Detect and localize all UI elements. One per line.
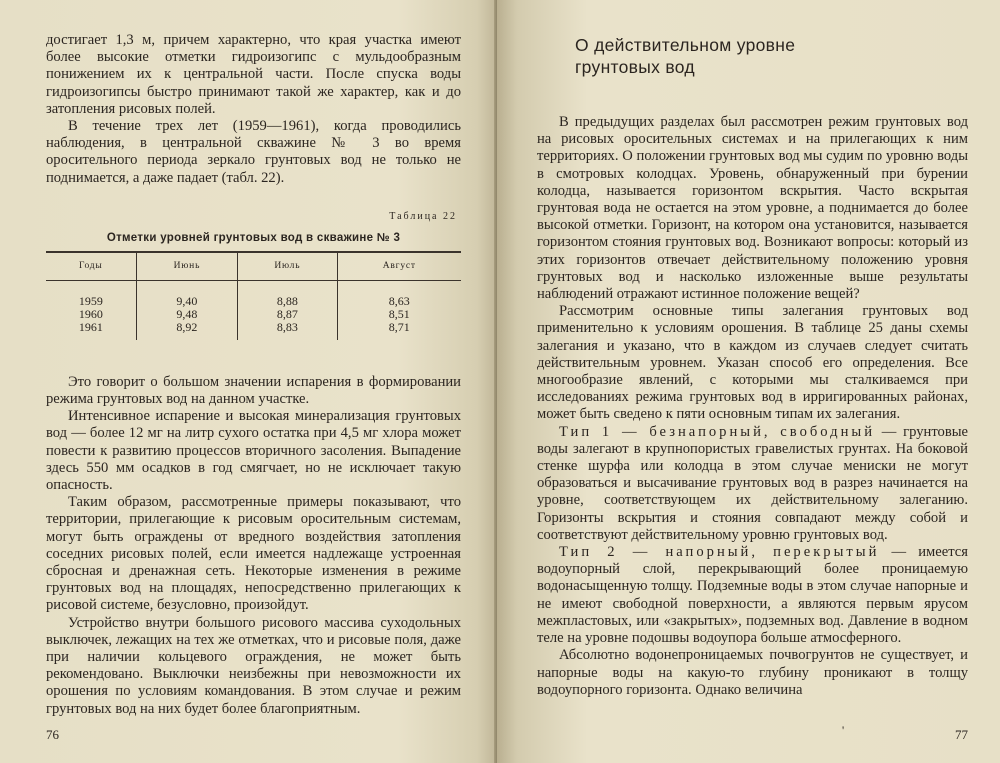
- table-header-cell: Июль: [238, 252, 337, 281]
- right-page: [497, 0, 1000, 763]
- section-heading: [575, 34, 968, 78]
- table-row: [46, 308, 461, 321]
- paragraph: Таким образом, рассмотренные примеры показывают, что территории, прилегающие к рисовым оросительным системам, могут быть ограждены от вредного воздействия затопления соседних рисовых полей, если имеется надлежаще устроенная сбросная и дренажная сеть. Некоторые изменения в режиме грунтовых вод на площадях, непосредственно прилегающих к рисовой системе, безусловно, произойдут.: [46, 494, 461, 614]
- footer-mark: ': [842, 723, 845, 737]
- table-header-cell: Август: [337, 252, 461, 281]
- left-page: [0, 0, 497, 763]
- paragraph-type-2: [537, 544, 968, 647]
- page-number: 76: [46, 727, 59, 742]
- table-cell: 8,92: [136, 321, 238, 340]
- groundwater-table: [46, 251, 461, 340]
- table-cell: 1959: [78, 293, 103, 308]
- paragraph: В предыдущих разделах был рассмотрен режим грунтовых вод на рисовых оросительных системах и на прилегающих к ним территориях. О положении грунтовых вод мы судим по уровню воды в смотровых колодцах. Уровень, обнаруженный при бурении колодца, называется горизонтом вскрытия. Часто вскрытая грунтовая вода не остается на этом уровне, а поднимается до более высокой отметки. Горизонт, на котором она установится, называется горизонтом стояния грунтовых вод. Возникают вопросы: который из этих горизонтов отвечает действительному положению уровня грунтовых вод и насколько изложенные выше результаты наблюдений отражают истинное положение вещей?: [537, 114, 968, 303]
- type-label: Тип 1 — безнапорный, свободный: [559, 423, 876, 440]
- table-cell: 8,71: [337, 321, 461, 340]
- table-row: [46, 321, 461, 340]
- heading-line: О действительном уровне: [575, 35, 796, 55]
- table-cell: 8,83: [238, 321, 337, 340]
- table-title: Отметки уровней грунтовых вод в скважине № 3: [106, 231, 401, 244]
- heading-line: грунтовых вод: [575, 57, 695, 77]
- paragraph: Интенсивное испарение и высокая минерализация грунтовых вод — более 12 мг на литр сухого остатка при 4,5 мг хлора может повести к развитию процессов вторичного засоления. Выпадение здесь 550 мм осадков в год смягчает, но не исключает такую опасность.: [46, 408, 461, 494]
- paragraph-type-1: [537, 424, 968, 544]
- paragraph: Устройство внутри большого рисового массива суходольных выключек, лежащих на тех же отметках, что и рисовые поля, даже при наличии кольцевого ограждения, не может быть рекомендовано. Выключки неизбежны при невозможности их орошения по условиям командования. В этом случае и режим грунтовых вод на них будет более благоприятным.: [46, 614, 461, 717]
- type-label: Тип 2 — напорный, перекрытый: [559, 544, 880, 561]
- table-cell: 9,48: [136, 308, 238, 321]
- table-cell: 1961: [78, 319, 103, 334]
- paragraph: Это говорит о большом значении испарения в формировании режима грунтовых вод на данном участке.: [46, 373, 461, 408]
- paragraph: Абсолютно водонепроницаемых почвогрунтов не существует, и напорные воды на какую-то глубину проникают в толщу водоупорного горизонта. Однако величина: [537, 647, 968, 698]
- type-text: — имеется водоупорный слой, перекрывающий более проницаемую водонасыщенную толщу. Подземные воды в этом случае напорные и не имеют свободной поверхности, а являются первым ярусом межпластовых, или «закрытых», подземных вод. Давление в водном теле на уровне подошвы водоупора больше атмосферного.: [537, 544, 968, 647]
- paragraph: достигает 1,3 м, причем характерно, что края участка имеют более высокие отметки гидроизогипс с мульдообразным понижением их к центральной части. После спуска воды гидроизогипсы быстро принимают такой же характер, как и до затопления рисовых полей.: [46, 32, 461, 117]
- table-row: [46, 280, 461, 308]
- paragraph: Рассмотрим основные типы залегания грунтовых вод применительно к условиям орошения. В таблице 25 даны схемы залегания и указано, что в каждом из случаев следует считать действительным уровнем. Указан способ его определения. Все многообразие явлений, с которыми мы сталкиваемся при исследованиях режима грунтовых вод в ирригированных районах, может быть сведено к пяти основным типам их залегания.: [537, 303, 968, 423]
- table-cell: 1960: [78, 306, 103, 321]
- table-header-cell: Годы: [46, 252, 136, 281]
- table-header-cell: Июнь: [136, 252, 238, 281]
- table-cell: 9,40: [136, 280, 238, 308]
- table-cell: 8,63: [337, 280, 461, 308]
- type-text: — грунтовые воды залегают в крупнопористых гравелистых грунтах. На боковой стенке шурфа или колодца в этом случае мениски не могут образоваться и высачивание грунтовых вод в разрез начинается на уровне, соответствующем их действительному залеганию. Горизонты вскрытия и стояния совпадают между собой и соответствуют действительному уровню грунтовых вод.: [537, 423, 968, 543]
- table-label: Таблица 22: [389, 210, 457, 222]
- paragraph: В течение трех лет (1959—1961), когда проводились наблюдения, в центральной скважине № 3 во время оросительного периода зеркало грунтовых вод не только не поднимается, а даже падает (табл. 22).: [46, 118, 461, 186]
- table-cell: 8,87: [238, 308, 337, 321]
- table-cell: 8,88: [238, 280, 337, 308]
- table-cell: 8,51: [337, 308, 461, 321]
- page-number: 77: [955, 727, 968, 742]
